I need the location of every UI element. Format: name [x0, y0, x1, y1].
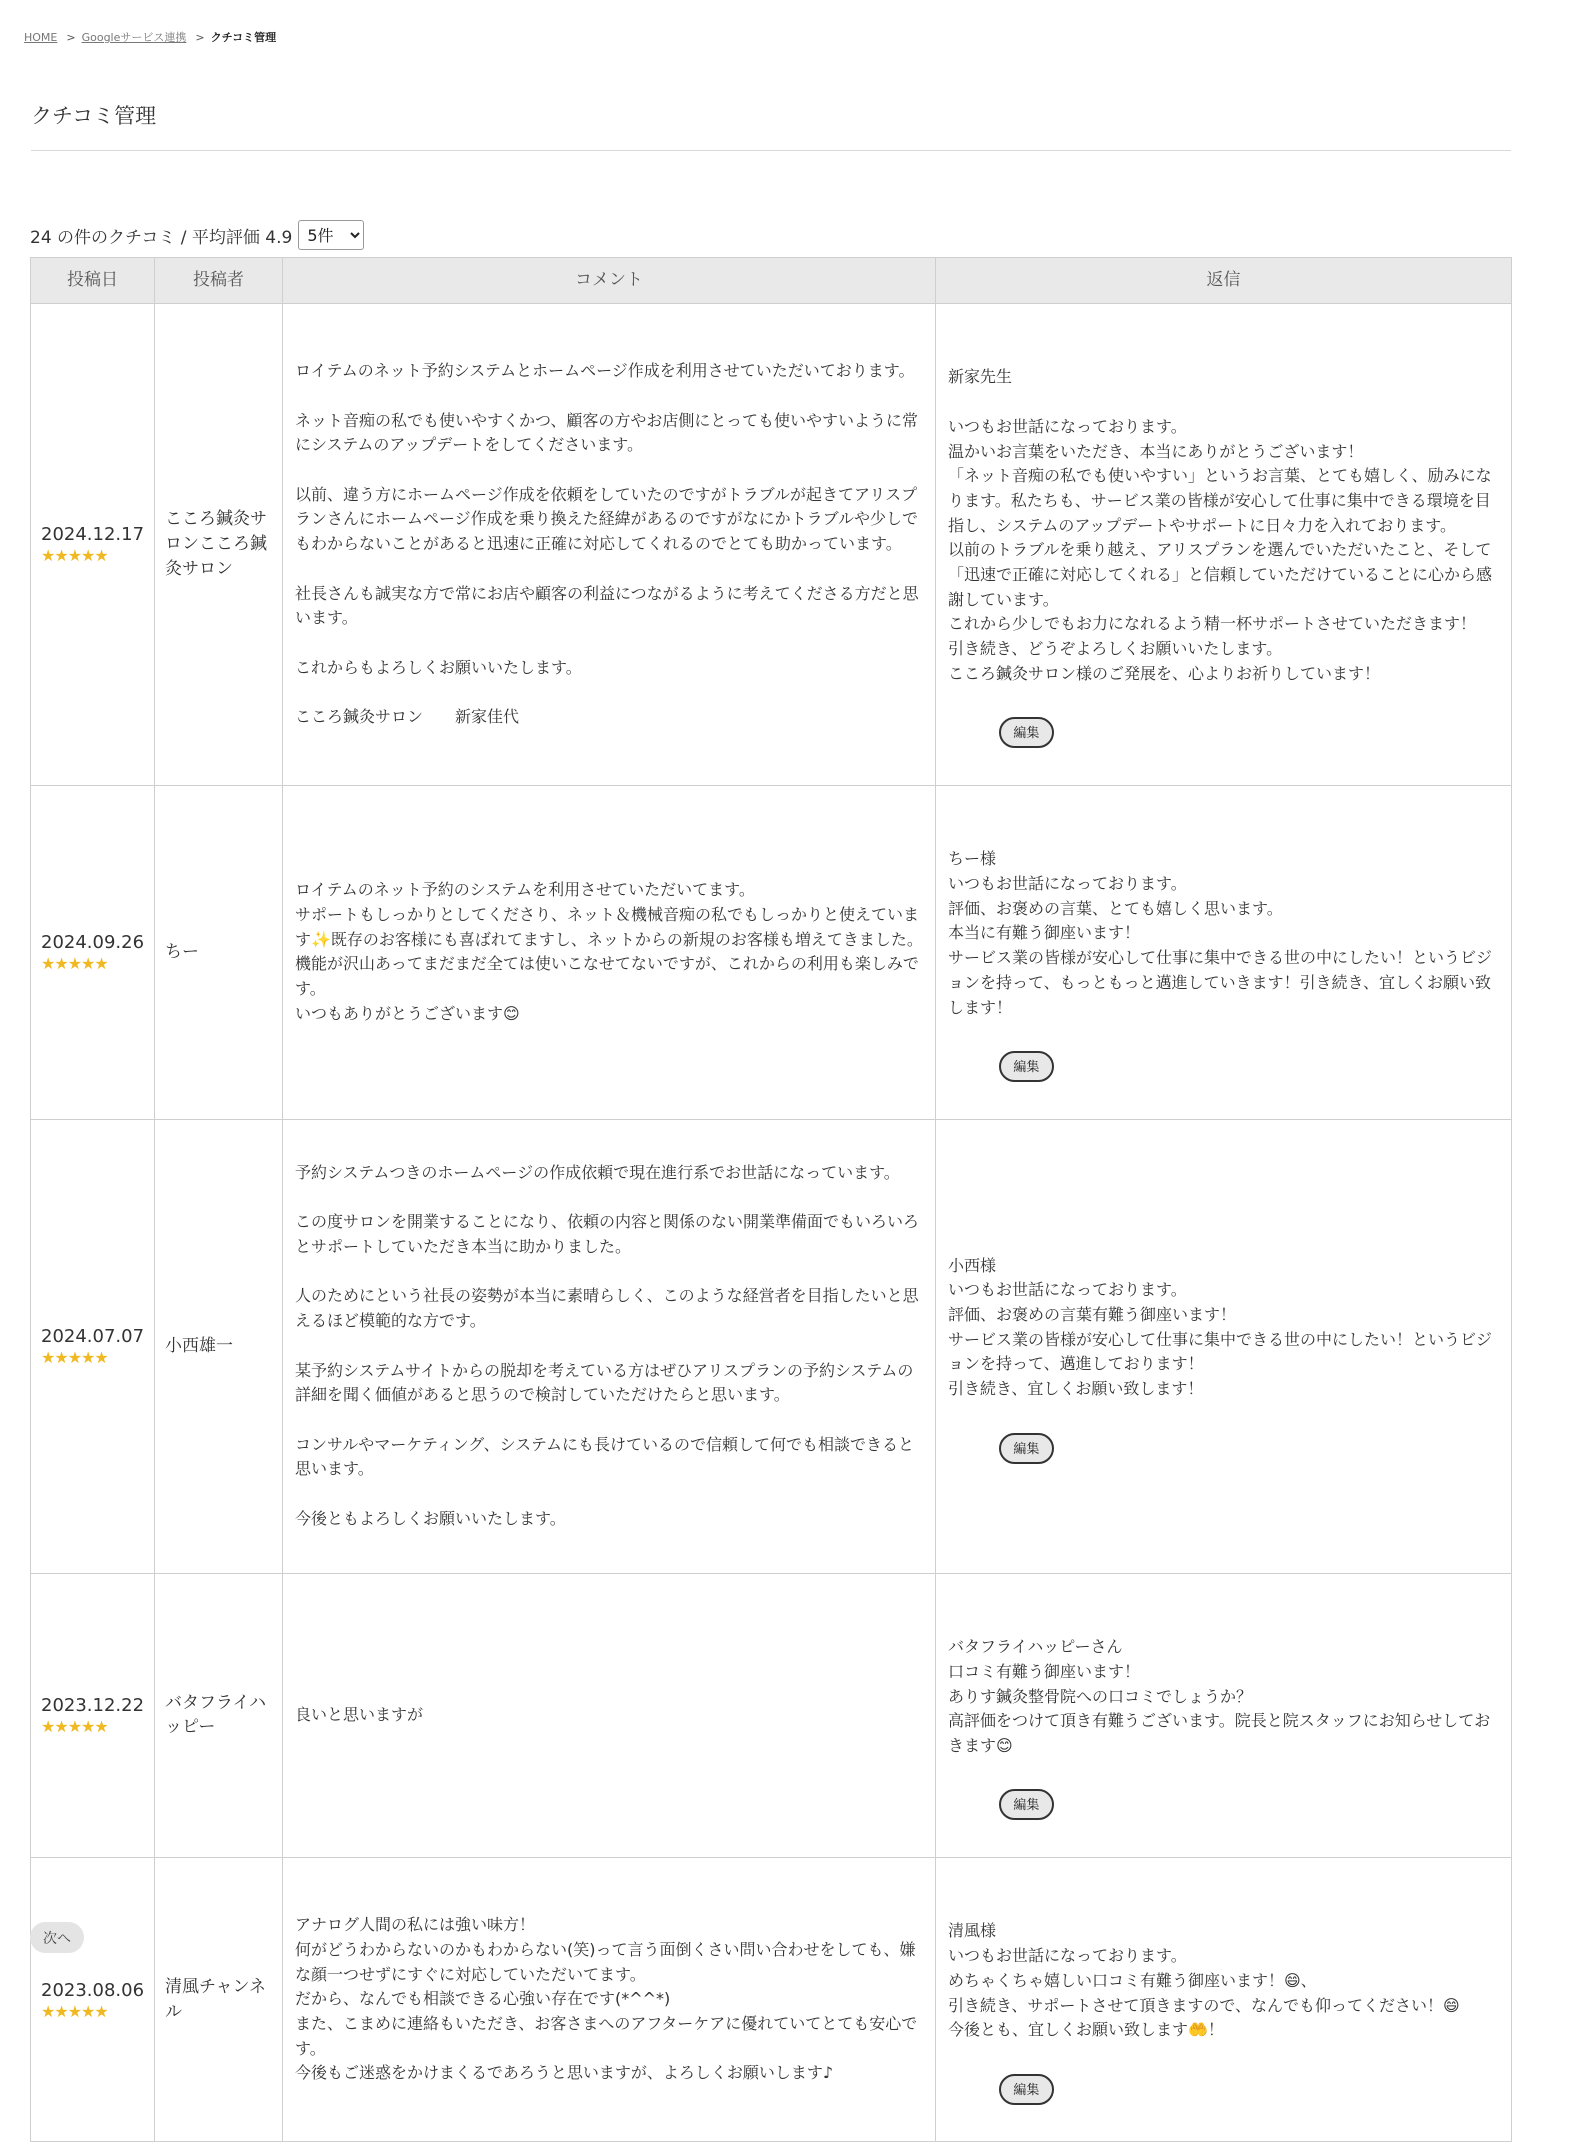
review-date-cell	[31, 1573, 155, 1857]
review-date: 2023.08.06	[41, 1979, 145, 2001]
table-row	[31, 1573, 1512, 1857]
edit-reply-button[interactable]: 編集	[999, 717, 1054, 748]
review-comment: アナログ人間の私には強い味方！ 何がどうわからないのかもわからない(笑)って言う面倒くさい問い合わせをしても、嫌な顔一つせずにすぐに対応していただいてます。 だから、なんでも相談できる心強い存在です(*^^*) また、こまめに連絡もいただき、お客さまへのアフターケアに優れていてとても安心です。 今後もご迷惑をかけまくるであろうと思いますが、よろしくお願いします♪	[283, 1858, 936, 2142]
table-row	[31, 304, 1512, 786]
breadcrumb-separator: >	[66, 31, 76, 44]
review-reply-cell	[936, 1119, 1512, 1573]
page-title: クチコミ管理	[31, 104, 157, 128]
review-author: こころ鍼灸サロンこころ鍼灸サロン	[155, 304, 283, 786]
review-author: バタフライハッピー	[155, 1573, 283, 1857]
breadcrumb	[24, 30, 276, 46]
review-comment: 良いと思いますが	[283, 1573, 936, 1857]
edit-reply-button[interactable]: 編集	[999, 1051, 1054, 1082]
column-header-comment: コメント	[283, 258, 936, 304]
review-reply: 小西様 いつもお世話になっております。 評価、お褒めの言葉有難う御座います！ サービス業の皆様が安心して仕事に集中できる世の中にしたい！というビジョンを持って、邁進しております！ 引き続き、宜しくお願い致します！	[948, 1255, 1493, 1399]
review-comment: ロイテムのネット予約システムとホームページ作成を利用させていただいております。 ネット音痴の私でも使いやすくかつ、顧客の方やお店側にとっても使いやすいように常にシステムのアップデートをしてくださいます。 以前、違う方にホームページ作成を依頼をしていたのですがトラブルが起きてアリスプランさんにホームページ作成を乗り換えた経緯があるのですがなにかトラブルや少しでもわからないことがあると迅速に正確に対応してくれるのでとても助かっています。 社長さんも誠実な方で常にお店や顧客の利益につながるように考えてくださる方だと思います。 これからもよろしくお願いいたします。 こころ鍼灸サロン 新家佳代	[283, 304, 936, 786]
edit-reply-button[interactable]: 編集	[999, 2074, 1054, 2105]
review-reply-cell	[936, 1858, 1512, 2142]
review-date: 2024.07.07	[41, 1326, 145, 1348]
table-row	[31, 1119, 1512, 1573]
column-header-reply: 返信	[936, 258, 1512, 304]
review-reply-cell	[936, 304, 1512, 786]
breadcrumb-current: クチコミ管理	[210, 31, 277, 44]
breadcrumb-google-link[interactable]: Googleサービス連携	[81, 31, 187, 44]
review-reply-cell	[936, 1573, 1512, 1857]
review-date-cell	[31, 1119, 155, 1573]
review-comment: ロイテムのネット予約のシステムを利用させていただいてます。 サポートもしっかりとしてくださり、ネット＆機械音痴の私でもしっかりと使えています✨既存のお客様にも喜ばれてますし、ネットからの新規のお客様も増えてきました。機能が沢山あってまだまだ全ては使いこなせてないですが、これからの利用も楽しみです。 いつもありがとうございます😊	[283, 785, 936, 1119]
review-date: 2023.12.22	[41, 1695, 145, 1717]
title-divider	[31, 150, 1511, 151]
column-header-author: 投稿者	[155, 258, 283, 304]
edit-reply-button[interactable]: 編集	[999, 1789, 1054, 1820]
column-header-date: 投稿日	[31, 258, 155, 304]
review-date-cell	[31, 785, 155, 1119]
review-comment: 予約システムつきのホームページの作成依頼で現在進行系でお世話になっています。 この度サロンを開業することになり、依頼の内容と関係のない開業準備面でもいろいろとサポートしていただき本当に助かりました。 人のためにという社長の姿勢が本当に素晴らしく、このような経営者を目指したいと思えるほど模範的な方です。 某予約システムサイトからの脱却を考えている方はぜひアリスプランの予約システムの詳細を聞く価値があると思うので検討していただけたらと思います。 コンサルやマーケティング、システムにも長けているので信頼して何でも相談できると思います。 今後ともよろしくお願いいたします。	[283, 1119, 936, 1573]
review-summary	[30, 220, 364, 250]
review-date-cell	[31, 304, 155, 786]
star-rating: ★★★★★	[41, 2001, 108, 2021]
review-reply: 新家先生 いつもお世話になっております。 温かいお言葉をいただき、本当にありがとうございます！ 「ネット音痴の私でも使いやすい」というお言葉、とても嬉しく、励みになります。私たちも、サービス業の皆様が安心して仕事に集中できる環境を目指し、システムのアップデートやサポートに日々力を入れております。 以前のトラブルを乗り越え、アリスプランを選んでいただいたこと、そして「迅速で正確に対応してくれる」と信頼していただけていることに心から感謝しています。 これから少しでもお力になれるよう精一杯サポートさせていただきます！ 引き続き、どうぞよろしくお願いいたします。 こころ鍼灸サロン様のご発展を、心よりお祈りしています！	[948, 367, 1493, 683]
per-page-select[interactable]	[298, 220, 364, 250]
star-rating: ★★★★★	[41, 1717, 108, 1737]
review-reply-cell	[936, 785, 1512, 1119]
table-header-row	[31, 258, 1512, 304]
table-row	[31, 785, 1512, 1119]
table-row	[31, 1858, 1512, 2142]
review-date-cell	[31, 1858, 155, 2142]
review-reply: 清風様 いつもお世話になっております。 めちゃくちゃ嬉しい口コミ有難う御座います！😄、 引き続き、サポートさせて頂きますので、なんでも仰ってください！😄 今後とも、宜しくお願い致します🤲！	[948, 1921, 1460, 2040]
review-reply: バタフライハッピーさん 口コミ有難う御座います！ ありす鍼灸整骨院への口コミでしょうか？ 高評価をつけて頂き有難うございます。院長と院スタッフにお知らせしておきます😊	[948, 1637, 1491, 1755]
star-rating: ★★★★★	[41, 1348, 108, 1368]
star-rating: ★★★★★	[41, 546, 108, 566]
edit-reply-button[interactable]: 編集	[999, 1433, 1054, 1464]
review-date: 2024.09.26	[41, 932, 145, 954]
next-page-button[interactable]: 次へ	[30, 1922, 84, 1953]
review-reply: ちー様 いつもお世話になっております。 評価、お褒めの言葉、とても嬉しく思います。 本当に有難う御座います！ サービス業の皆様が安心して仕事に集中できる世の中にしたい！というビジョンを持って、もっともっと邁進していきます！引き続き、宜しくお願い致します！	[948, 849, 1493, 1017]
star-rating: ★★★★★	[41, 954, 108, 974]
breadcrumb-home-link[interactable]: HOME	[24, 31, 58, 44]
review-author: ちー	[155, 785, 283, 1119]
breadcrumb-separator: >	[195, 31, 205, 44]
review-count-average: 24 の件のクチコミ / 平均評価 4.9	[30, 227, 293, 248]
review-author: 清風チャンネル	[155, 1858, 283, 2142]
review-author: 小西雄一	[155, 1119, 283, 1573]
review-date: 2024.12.17	[41, 524, 145, 546]
reviews-table	[30, 257, 1512, 2142]
